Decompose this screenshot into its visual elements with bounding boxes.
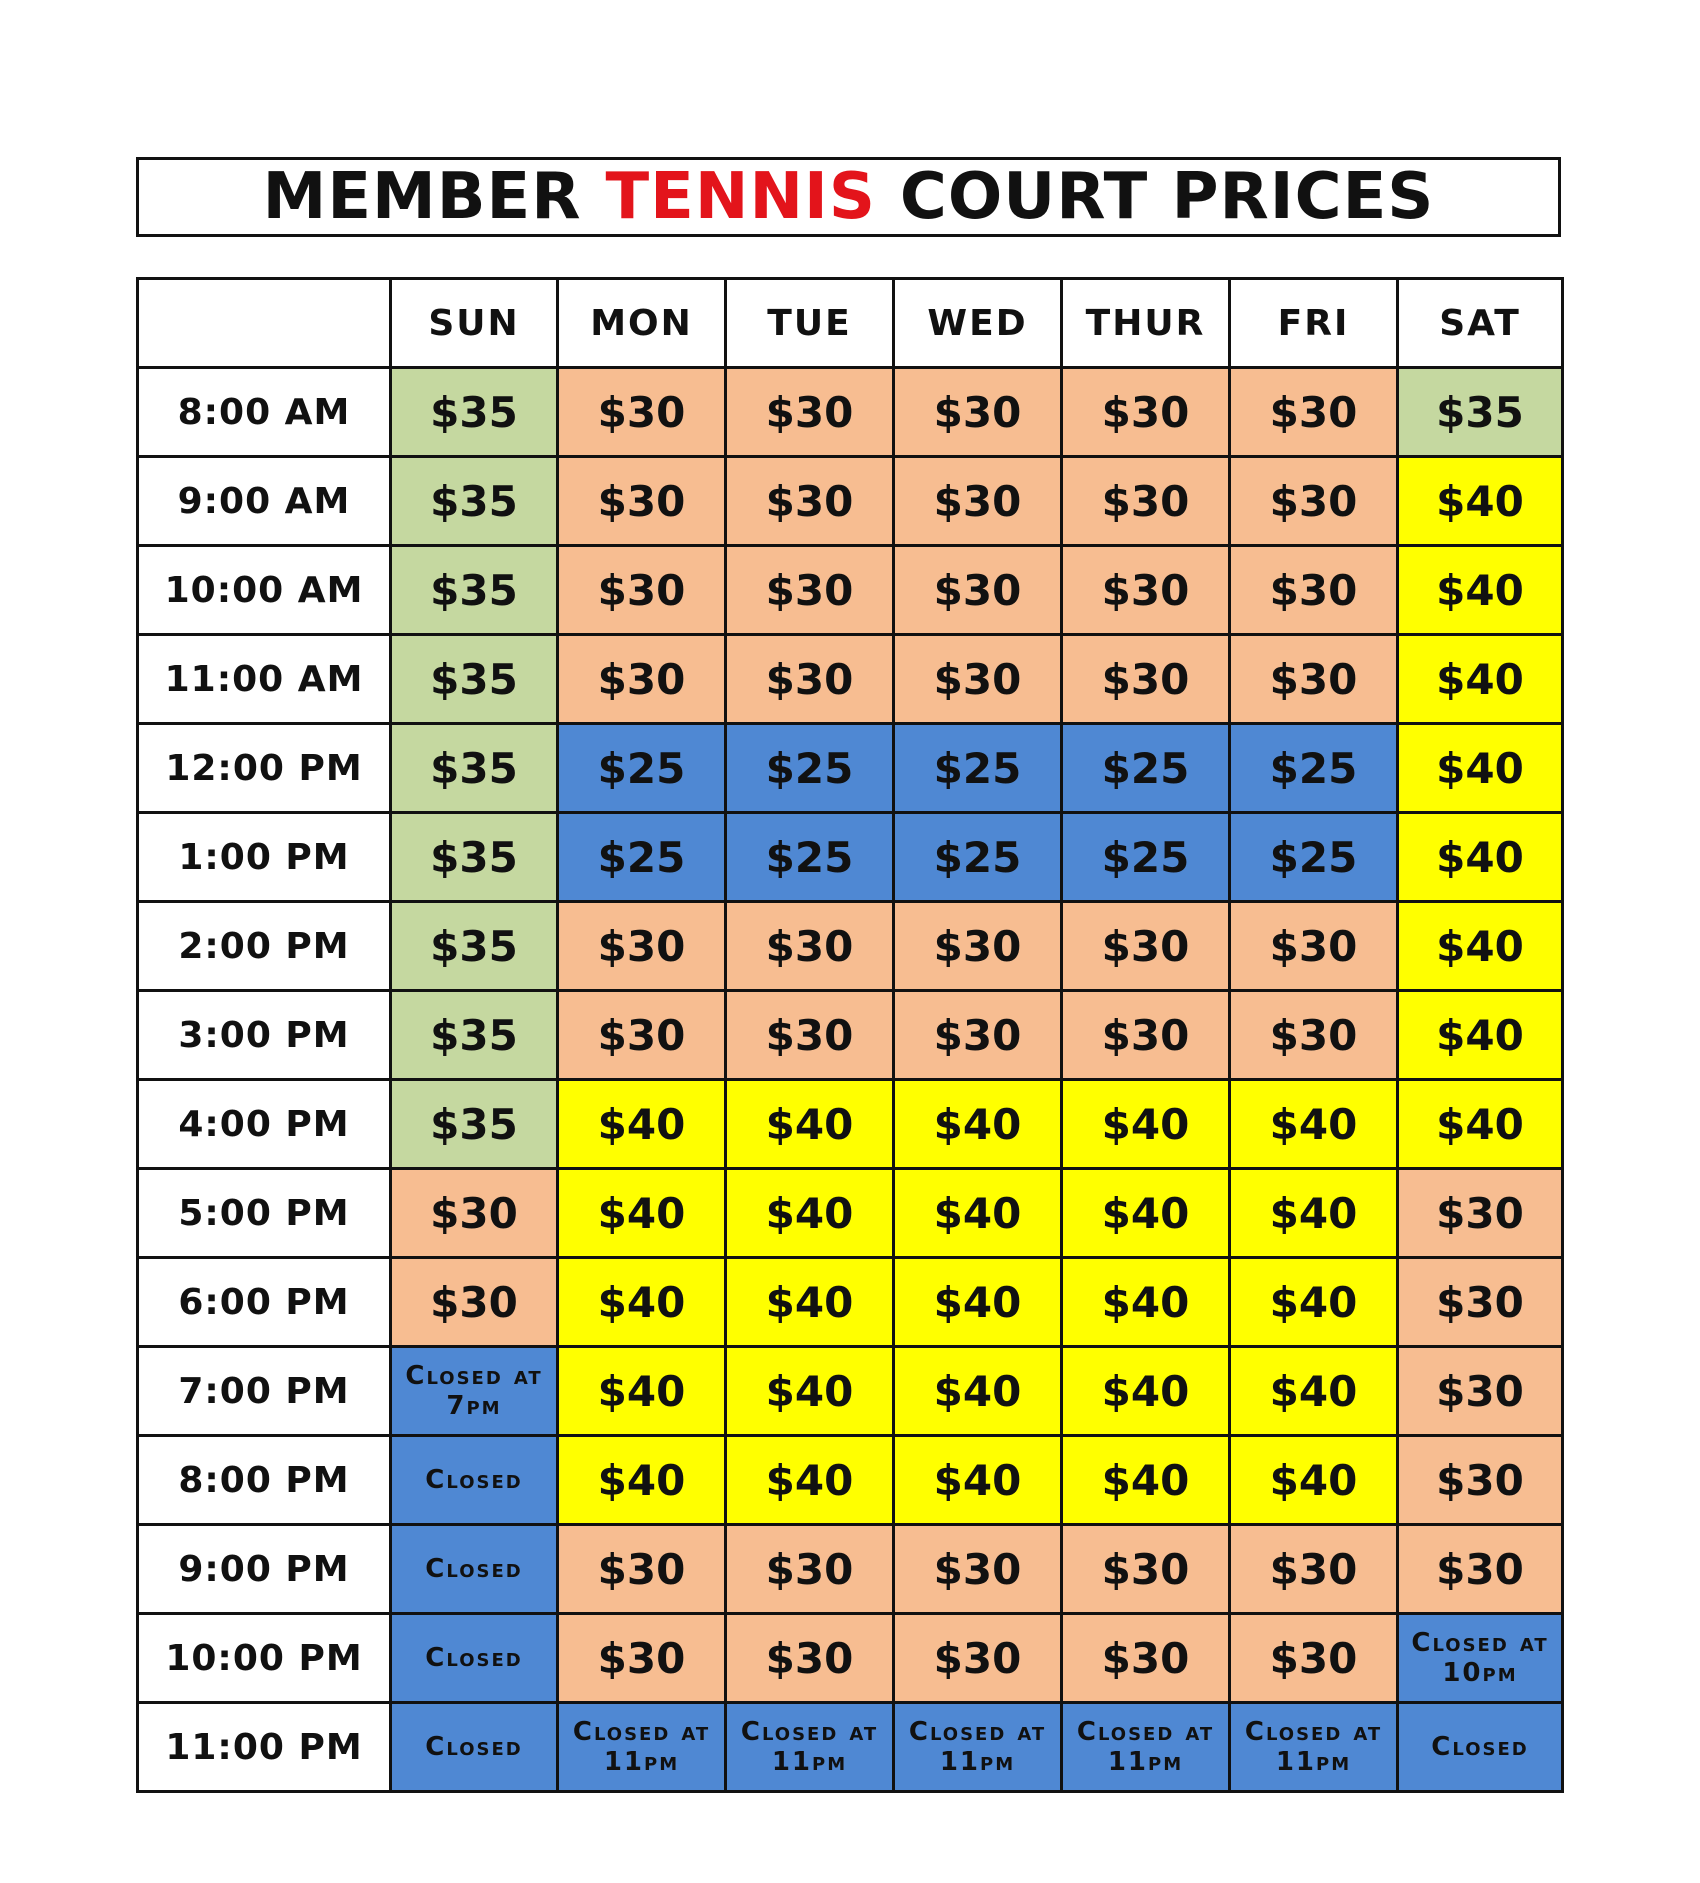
- day-header: SAT: [1398, 279, 1563, 368]
- table-row: [138, 457, 1563, 546]
- price-cell: $30: [894, 457, 1062, 546]
- time-label: 10:00 PM: [138, 1614, 391, 1703]
- price-cell: $30: [1230, 902, 1398, 991]
- time-label: 9:00 PM: [138, 1525, 391, 1614]
- price-cell: $30: [1062, 991, 1230, 1080]
- price-cell: $35: [391, 368, 558, 457]
- price-cell: $30: [1062, 635, 1230, 724]
- page-title: [136, 157, 1561, 237]
- price-cell: $30: [1062, 1525, 1230, 1614]
- price-cell: $35: [391, 991, 558, 1080]
- price-cell: $30: [558, 1614, 726, 1703]
- closed-cell: [1398, 1703, 1563, 1792]
- closed-label: Closed: [425, 1643, 523, 1673]
- table-row: [138, 902, 1563, 991]
- closed-label: Closed: [425, 1465, 523, 1495]
- closed-label: Closed at 11pm: [908, 1717, 1047, 1777]
- price-cell: $25: [558, 724, 726, 813]
- price-cell: $30: [894, 635, 1062, 724]
- price-cell: $40: [558, 1258, 726, 1347]
- price-cell: $25: [726, 813, 894, 902]
- closed-cell: [391, 1525, 558, 1614]
- price-cell: $40: [1230, 1080, 1398, 1169]
- price-cell: $40: [726, 1258, 894, 1347]
- closed-label: Closed at 7pm: [405, 1361, 543, 1421]
- price-cell: $30: [894, 546, 1062, 635]
- price-cell: $25: [1062, 813, 1230, 902]
- closed-label: Closed at 10pm: [1411, 1628, 1549, 1688]
- price-cell: $35: [391, 635, 558, 724]
- price-cell: $35: [391, 546, 558, 635]
- time-label: 4:00 PM: [138, 1080, 391, 1169]
- title-tennis: TENNIS: [605, 160, 876, 234]
- closed-label: Closed: [1431, 1732, 1529, 1762]
- price-cell: $30: [1062, 546, 1230, 635]
- price-cell: $25: [1062, 724, 1230, 813]
- time-label: 3:00 PM: [138, 991, 391, 1080]
- price-cell: $30: [1230, 546, 1398, 635]
- price-cell: $40: [894, 1347, 1062, 1436]
- price-cell: $25: [894, 724, 1062, 813]
- day-header: MON: [558, 279, 726, 368]
- price-cell: $30: [1062, 1614, 1230, 1703]
- table-row: [138, 991, 1563, 1080]
- corner-cell: [138, 279, 391, 368]
- price-cell: $30: [558, 546, 726, 635]
- price-cell: $40: [1398, 991, 1563, 1080]
- closed-label: Closed at 11pm: [572, 1717, 711, 1777]
- closed-cell: [558, 1703, 726, 1792]
- closed-cell: [391, 1436, 558, 1525]
- closed-cell: [894, 1703, 1062, 1792]
- price-cell: $40: [558, 1169, 726, 1258]
- price-cell: $40: [1062, 1080, 1230, 1169]
- closed-label: Closed at 11pm: [740, 1717, 879, 1777]
- price-cell: $30: [726, 902, 894, 991]
- price-cell: $40: [726, 1436, 894, 1525]
- price-cell: $30: [1062, 368, 1230, 457]
- closed-label: Closed: [425, 1732, 523, 1762]
- price-cell: $35: [391, 902, 558, 991]
- price-cell: $30: [391, 1258, 558, 1347]
- table-row: [138, 1080, 1563, 1169]
- table-row: [138, 1614, 1563, 1703]
- price-cell: $40: [726, 1080, 894, 1169]
- price-cell: $30: [726, 991, 894, 1080]
- price-cell: $40: [558, 1347, 726, 1436]
- day-header: TUE: [726, 279, 894, 368]
- table-row: [138, 1525, 1563, 1614]
- price-cell: $30: [894, 1614, 1062, 1703]
- price-cell: $40: [1062, 1169, 1230, 1258]
- price-cell: $30: [558, 902, 726, 991]
- price-cell: $30: [1062, 457, 1230, 546]
- price-cell: $25: [558, 813, 726, 902]
- price-cell: $30: [726, 1614, 894, 1703]
- price-cell: $30: [1230, 1525, 1398, 1614]
- table-row: [138, 1347, 1563, 1436]
- price-cell: $30: [1230, 991, 1398, 1080]
- price-cell: $30: [1230, 368, 1398, 457]
- price-cell: $40: [1398, 724, 1563, 813]
- time-label: 1:00 PM: [138, 813, 391, 902]
- price-cell: $40: [894, 1169, 1062, 1258]
- price-cell: $40: [894, 1436, 1062, 1525]
- time-label: 8:00 AM: [138, 368, 391, 457]
- price-cell: $30: [1230, 635, 1398, 724]
- table-body: [138, 368, 1563, 1792]
- price-cell: $30: [894, 902, 1062, 991]
- price-cell: $30: [1230, 457, 1398, 546]
- price-cell: $40: [894, 1080, 1062, 1169]
- time-label: 11:00 PM: [138, 1703, 391, 1792]
- price-cell: $40: [1398, 457, 1563, 546]
- price-cell: $40: [558, 1080, 726, 1169]
- price-cell: $25: [894, 813, 1062, 902]
- time-label: 5:00 PM: [138, 1169, 391, 1258]
- closed-cell: [391, 1614, 558, 1703]
- closed-label: Closed: [425, 1554, 523, 1584]
- table-row: [138, 635, 1563, 724]
- time-label: 11:00 AM: [138, 635, 391, 724]
- price-cell: $25: [1230, 724, 1398, 813]
- table-row: [138, 1258, 1563, 1347]
- closed-cell: [1062, 1703, 1230, 1792]
- price-cell: $30: [1062, 902, 1230, 991]
- price-cell: $30: [894, 368, 1062, 457]
- price-cell: $30: [726, 368, 894, 457]
- price-cell: $35: [391, 1080, 558, 1169]
- title-court-prices: COURT PRICES: [899, 160, 1435, 234]
- price-cell: $30: [1398, 1347, 1563, 1436]
- price-cell: $40: [1062, 1258, 1230, 1347]
- closed-cell: [391, 1347, 558, 1436]
- price-cell: $30: [558, 1525, 726, 1614]
- price-cell: $35: [391, 813, 558, 902]
- time-label: 10:00 AM: [138, 546, 391, 635]
- price-cell: $30: [558, 368, 726, 457]
- price-cell: $30: [558, 457, 726, 546]
- price-cell: $40: [1230, 1258, 1398, 1347]
- price-cell: $40: [1398, 813, 1563, 902]
- price-cell: $25: [1230, 813, 1398, 902]
- price-cell: $40: [726, 1347, 894, 1436]
- price-cell: $25: [726, 724, 894, 813]
- time-label: 7:00 PM: [138, 1347, 391, 1436]
- price-cell: $30: [1230, 1614, 1398, 1703]
- price-cell: $40: [1230, 1347, 1398, 1436]
- closed-cell: [1398, 1614, 1563, 1703]
- closed-label: Closed at 11pm: [1076, 1717, 1215, 1777]
- price-cell: $40: [1230, 1169, 1398, 1258]
- table-row: [138, 546, 1563, 635]
- price-cell: $35: [391, 457, 558, 546]
- price-cell: $30: [1398, 1169, 1563, 1258]
- time-label: 2:00 PM: [138, 902, 391, 991]
- price-cell: $35: [1398, 368, 1563, 457]
- closed-cell: [391, 1703, 558, 1792]
- price-table: [136, 277, 1564, 1793]
- price-cell: $40: [894, 1258, 1062, 1347]
- day-header: WED: [894, 279, 1062, 368]
- price-cell: $40: [1230, 1436, 1398, 1525]
- title-member: MEMBER: [262, 160, 582, 234]
- price-cell: $30: [558, 635, 726, 724]
- time-label: 6:00 PM: [138, 1258, 391, 1347]
- closed-cell: [726, 1703, 894, 1792]
- table-row: [138, 813, 1563, 902]
- price-cell: $30: [894, 1525, 1062, 1614]
- day-header: FRI: [1230, 279, 1398, 368]
- table-row: [138, 368, 1563, 457]
- table-row: [138, 724, 1563, 813]
- closed-label: Closed at 11pm: [1244, 1717, 1383, 1777]
- price-cell: $30: [391, 1169, 558, 1258]
- time-label: 8:00 PM: [138, 1436, 391, 1525]
- price-cell: $30: [1398, 1436, 1563, 1525]
- time-label: 9:00 AM: [138, 457, 391, 546]
- price-cell: $40: [1398, 902, 1563, 991]
- price-cell: $30: [726, 635, 894, 724]
- price-cell: $40: [1062, 1436, 1230, 1525]
- price-cell: $35: [391, 724, 558, 813]
- price-cell: $30: [894, 991, 1062, 1080]
- price-cell: $40: [558, 1436, 726, 1525]
- price-cell: $30: [1398, 1525, 1563, 1614]
- header-row: [138, 279, 1563, 368]
- table-row: [138, 1169, 1563, 1258]
- closed-cell: [1230, 1703, 1398, 1792]
- price-cell: $40: [1062, 1347, 1230, 1436]
- price-cell: $30: [726, 1525, 894, 1614]
- day-header: SUN: [391, 279, 558, 368]
- price-cell: $40: [726, 1169, 894, 1258]
- price-cell: $40: [1398, 546, 1563, 635]
- price-cell: $30: [726, 546, 894, 635]
- table-row: [138, 1436, 1563, 1525]
- price-cell: $30: [1398, 1258, 1563, 1347]
- price-cell: $30: [726, 457, 894, 546]
- day-header: THUR: [1062, 279, 1230, 368]
- time-label: 12:00 PM: [138, 724, 391, 813]
- price-cell: $40: [1398, 635, 1563, 724]
- price-cell: $30: [558, 991, 726, 1080]
- price-cell: $40: [1398, 1080, 1563, 1169]
- table-row: [138, 1703, 1563, 1792]
